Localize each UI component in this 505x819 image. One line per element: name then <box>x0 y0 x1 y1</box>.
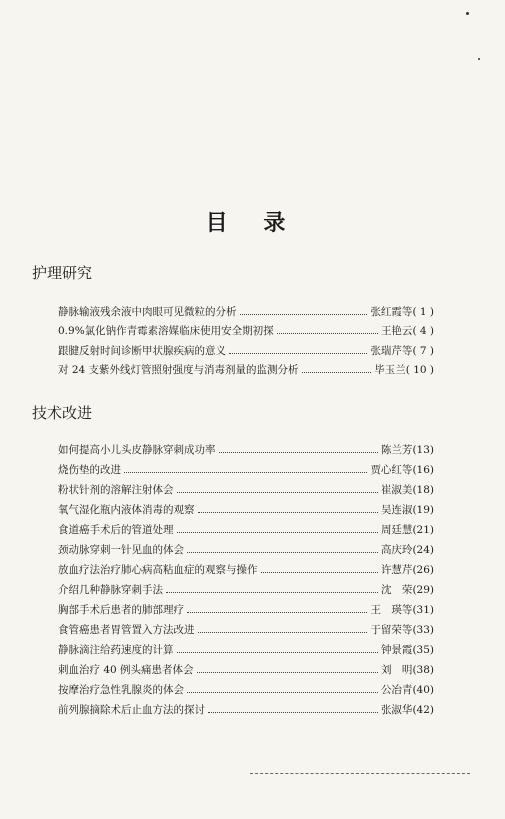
dot-leader <box>261 572 378 573</box>
dot-leader <box>240 314 368 315</box>
entry-title: 粉状针剂的溶解注射体会 <box>58 484 174 496</box>
entry-title: 前列腺摘除术后止血方法的探讨 <box>58 704 205 716</box>
toc-entry <box>58 703 434 717</box>
toc-entry <box>58 483 434 497</box>
entry-page: (13) <box>412 444 434 456</box>
dot-leader <box>229 353 367 354</box>
toc-entry <box>58 563 434 577</box>
toc-entry <box>58 324 434 338</box>
dot-leader <box>177 652 378 653</box>
bottom-rule <box>250 773 470 774</box>
entry-page: (33) <box>412 624 434 636</box>
dot-leader <box>302 372 372 373</box>
entry-page: (21) <box>412 524 434 536</box>
entry-page: ( 4 ) <box>412 325 434 337</box>
toc-entry <box>58 344 434 358</box>
entry-author: 王艳云 <box>380 325 413 337</box>
entry-page: (40) <box>412 684 434 696</box>
entry-title: 烧伤垫的改进 <box>58 464 121 476</box>
entry-page: (38) <box>412 664 434 676</box>
entry-author: 陈兰芳 <box>380 444 413 456</box>
dot-leader <box>208 712 378 713</box>
entry-title: 胸部手术后患者的肺部理疗 <box>58 604 184 616</box>
entry-page: ( 7 ) <box>412 345 434 357</box>
entry-page: (26) <box>412 564 434 576</box>
scan-speck <box>478 58 480 60</box>
entry-page: (24) <box>412 544 434 556</box>
entry-title: 如何提高小儿头皮静脉穿刺成功率 <box>58 444 216 456</box>
entry-author: 刘 明 <box>380 664 413 676</box>
entry-title: 静脉输液残余液中肉眼可见微粒的分析 <box>58 306 237 318</box>
entry-author: 沈 荣 <box>380 584 413 596</box>
entry-page: (29) <box>412 584 434 596</box>
entry-title: 氧气湿化瓶内液体消毒的观察 <box>58 504 195 516</box>
dot-leader <box>187 612 367 613</box>
toc-entry <box>58 623 434 637</box>
section-heading-nursing-research: 护理研究 <box>32 264 93 282</box>
entry-author: 王 瑛等 <box>370 604 413 616</box>
scan-speck <box>466 12 469 15</box>
entry-title: 按摩治疗急性乳腺炎的体会 <box>58 684 184 696</box>
entry-author: 周廷慧 <box>380 524 413 536</box>
entry-page: (35) <box>412 644 434 656</box>
entry-author: 毕玉兰 <box>374 364 406 376</box>
page-title: 目 录 <box>205 211 300 236</box>
toc-entry <box>58 463 434 477</box>
dot-leader <box>187 692 378 693</box>
entry-page: (18) <box>412 484 434 496</box>
section-heading-technical-improvement: 技术改进 <box>32 404 93 422</box>
toc-entry <box>58 443 434 457</box>
toc-entry <box>58 523 434 537</box>
entry-author: 张红霞等 <box>370 306 413 318</box>
entry-page: (31) <box>412 604 434 616</box>
toc-entry <box>58 663 434 677</box>
entry-title: 食管癌患者胃管置入方法改进 <box>58 624 195 636</box>
toc-entry <box>58 305 434 319</box>
entry-title: 颈动脉穿刺一针见血的体会 <box>58 544 184 556</box>
dot-leader <box>124 472 367 473</box>
dot-leader <box>177 492 378 493</box>
entry-page: (16) <box>412 464 434 476</box>
entry-title: 对 24 支紫外线灯管照射强度与消毒剂量的监测分析 <box>58 364 299 376</box>
dot-leader <box>277 333 378 334</box>
dot-leader <box>177 532 378 533</box>
toc-entry <box>58 603 434 617</box>
entry-title: 介绍几种静脉穿刺手法 <box>58 584 163 596</box>
entry-author: 张瑞芹等 <box>370 345 413 357</box>
entry-page: ( 1 ) <box>412 306 434 318</box>
entry-author: 钟景霞 <box>380 644 413 656</box>
entry-author: 吴连淑 <box>380 504 413 516</box>
entry-author: 崔淑美 <box>380 484 413 496</box>
toc-entry <box>58 583 434 597</box>
dot-leader <box>166 592 378 593</box>
dot-leader <box>219 452 378 453</box>
dot-leader <box>197 672 378 673</box>
dot-leader <box>187 552 378 553</box>
entry-author: 高庆玲 <box>380 544 413 556</box>
entry-author: 公冶青 <box>380 684 413 696</box>
toc-entry <box>58 543 434 557</box>
entry-title: 放血疗法治疗肺心病高粘血症的观察与操作 <box>58 564 258 576</box>
toc-entry <box>58 503 434 517</box>
entry-title: 刺血治疗 40 例头痛患者体会 <box>58 664 194 676</box>
entry-author: 许慧芹 <box>380 564 413 576</box>
entry-title: 静脉滴注给药速度的计算 <box>58 644 174 656</box>
toc-entry <box>58 363 434 377</box>
entry-page: (19) <box>412 504 434 516</box>
entry-title: 跟腱反射时间诊断甲状腺疾病的意义 <box>58 345 226 357</box>
toc-entry <box>58 683 434 697</box>
dot-leader <box>198 512 378 513</box>
entry-page: ( 10 ) <box>405 364 434 376</box>
dot-leader <box>198 632 368 633</box>
entry-author: 贾心红等 <box>370 464 413 476</box>
entry-page: (42) <box>412 704 434 716</box>
toc-entry <box>58 643 434 657</box>
entry-author: 于留荣等 <box>370 624 413 636</box>
entry-author: 张淑华 <box>380 704 413 716</box>
entry-title: 0.9%氯化钠作青霉素溶媒临床使用安全期初探 <box>58 325 274 337</box>
entry-title: 食道癌手术后的管道处理 <box>58 524 174 536</box>
